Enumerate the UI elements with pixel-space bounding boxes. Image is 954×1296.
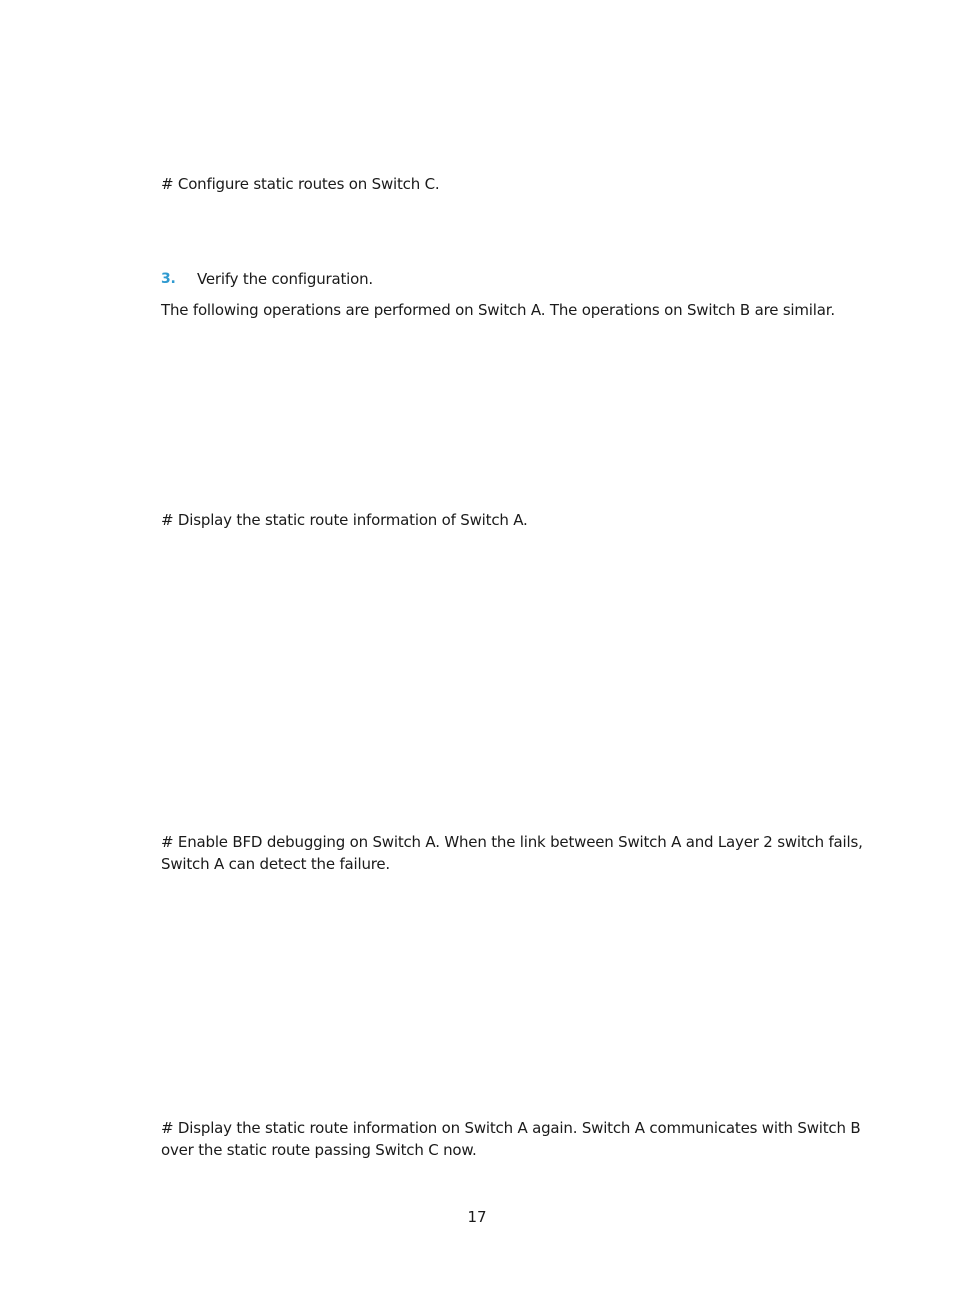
display-static-route-again-paragraph: # Display the static route information on Switch A again. Switch A communicates with Switch B over the static route passing Switch C now. <box>161 1119 861 1159</box>
configure-switch-c-paragraph: # Configure static routes on Switch C. <box>161 175 440 193</box>
step-text: Verify the configuration. <box>197 270 373 288</box>
display-static-route-paragraph: # Display the static route information of Switch A. <box>161 511 528 529</box>
page-number: 17 <box>467 1208 487 1226</box>
operations-note-paragraph: The following operations are performed on Switch A. The operations on Switch B are similar. <box>161 301 835 319</box>
step-number: 3. <box>161 271 176 287</box>
enable-bfd-debugging-paragraph: # Enable BFD debugging on Switch A. When the link between Switch A and Layer 2 switch fails, Switch A can detect the failure. <box>161 833 863 873</box>
